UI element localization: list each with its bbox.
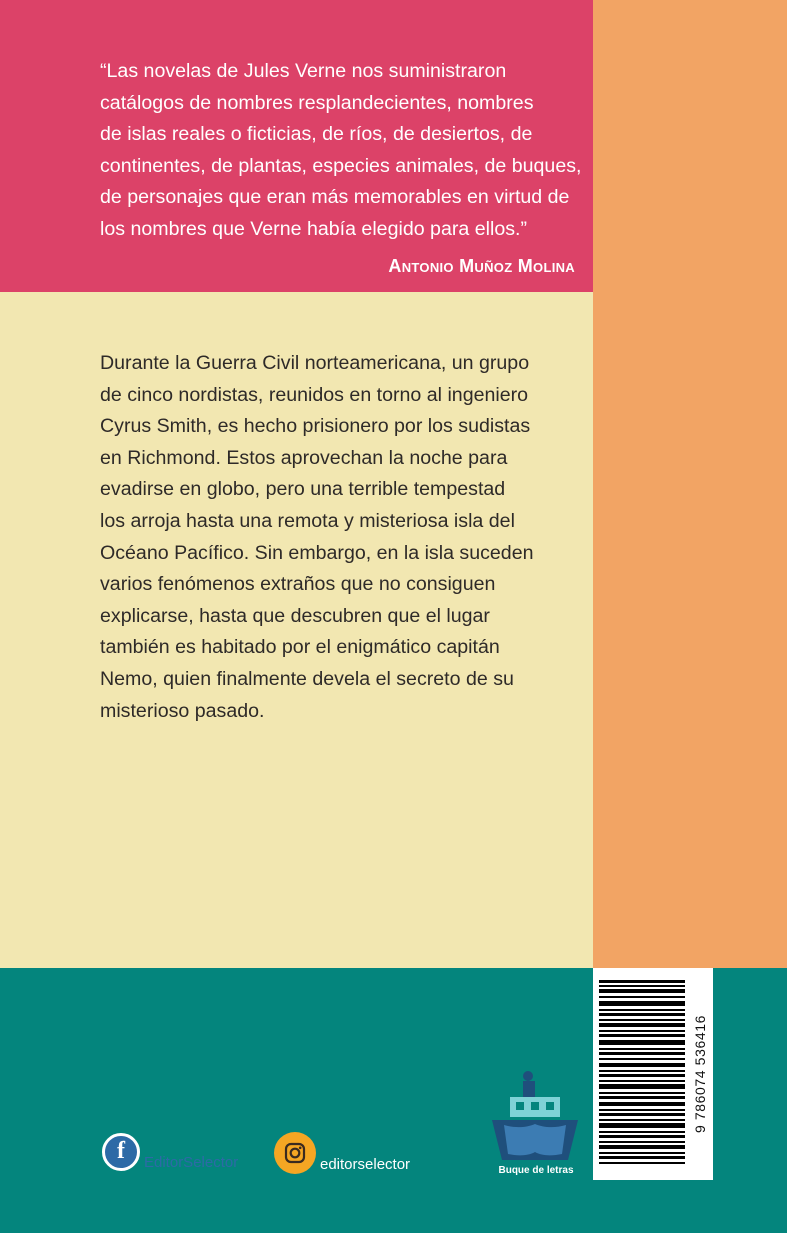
facebook-handle: EditorSelector	[144, 1154, 239, 1171]
synopsis-line: Durante la Guerra Civil norteamericana, un grupo	[100, 352, 530, 374]
quote-line: de personajes que eran más memorables en virtud de	[100, 186, 570, 208]
instagram-handle: editorselector	[320, 1155, 411, 1173]
synopsis-line: varios fenómenos extraños que no consiguen	[100, 573, 496, 596]
synopsis-panel	[0, 292, 593, 968]
synopsis-line: Cyrus Smith, es hecho prisionero por los sudistas	[100, 415, 531, 438]
synopsis-line: explicarse, hasta que descubren que el lugar	[100, 604, 490, 627]
ship-icon	[488, 1068, 582, 1180]
quote-line: catálogos de nombres resplandecientes, nombres	[100, 91, 534, 114]
quote-panel	[0, 0, 593, 292]
publisher-label: Buque de letras	[498, 1165, 574, 1176]
synopsis-line: misterioso pasado.	[100, 699, 265, 722]
synopsis-line: Nemo, quien finalmente devela el secreto de su	[100, 667, 514, 690]
quote-text	[100, 56, 580, 245]
quote-line: de islas reales o ficticias, de ríos, de desiertos, de	[100, 123, 533, 145]
quote-line: los nombres que Verne había elegido para ellos.”	[100, 217, 527, 240]
facebook-link[interactable]	[102, 1132, 238, 1171]
synopsis-line: evadirse en globo, pero una terrible tempestad	[100, 478, 506, 501]
synopsis-text	[100, 348, 570, 727]
instagram-link[interactable]	[274, 1132, 410, 1174]
synopsis-line: también es habitado por el enigmático capitán	[100, 636, 500, 659]
side-color-panel	[593, 0, 787, 968]
quote-author: Antonio Muñoz Molina	[388, 256, 575, 276]
synopsis-line: de cinco nordistas, reunidos en torno al ingeniero	[100, 383, 529, 406]
synopsis-line: los arroja hasta una remota y misteriosa isla del	[100, 509, 515, 532]
instagram-icon	[274, 1132, 316, 1174]
barcode-number	[689, 974, 711, 1174]
quote-line: “Las novelas de Jules Verne nos suministraron	[100, 60, 507, 82]
synopsis-line: en Richmond. Estos aprovechan la noche para	[100, 446, 508, 469]
synopsis-line: Océano Pacífico. Sin embargo, en la isla suceden	[100, 541, 534, 564]
quote-line: continentes, de plantas, especies animales, de buques,	[100, 154, 582, 177]
facebook-icon: f	[102, 1133, 140, 1171]
barcode-digits-text: 9 786074 536416	[692, 1015, 708, 1133]
